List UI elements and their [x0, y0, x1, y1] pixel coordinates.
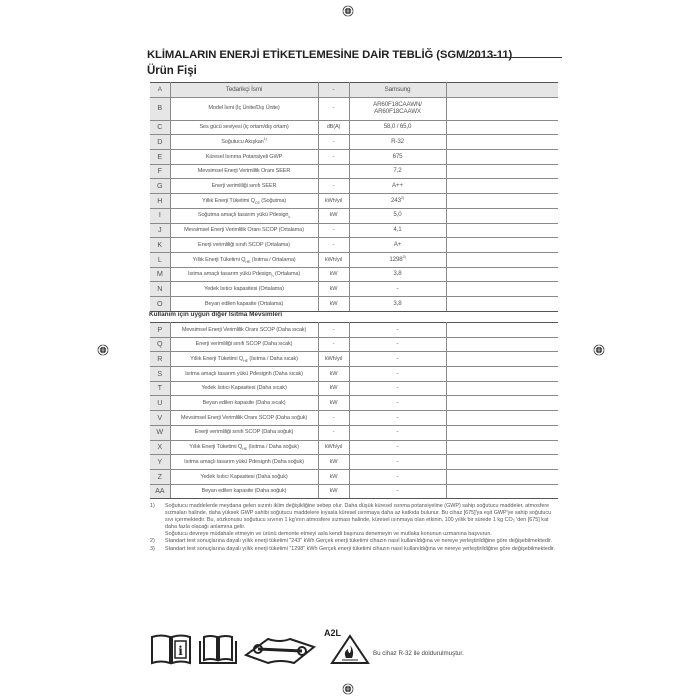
row-value-text: 243	[391, 196, 401, 204]
row-key: E	[150, 150, 170, 165]
row-blank-cell	[446, 238, 558, 253]
row-value-text: -	[396, 413, 399, 421]
row-label	[170, 179, 318, 194]
table-row	[150, 208, 558, 223]
row-value	[349, 164, 446, 179]
table-row	[150, 282, 558, 297]
table-row	[150, 440, 558, 455]
row-label-subscript: CE	[254, 200, 260, 205]
row-blank-cell	[446, 396, 558, 411]
registration-mark-right	[593, 344, 605, 356]
table-row	[150, 97, 558, 120]
row-value-text: -	[396, 443, 399, 451]
row-label	[170, 267, 318, 282]
refrigerant-fill-notice: Bu cihaz R-32 ile doldurulmuştur.	[373, 650, 464, 657]
row-value-text: -	[396, 399, 399, 407]
row-value	[349, 194, 446, 209]
row-label-subscript: HE	[243, 359, 248, 364]
info-manual-icon	[150, 633, 192, 665]
row-unit: -	[318, 179, 349, 194]
row-blank-cell	[446, 381, 558, 396]
row-unit: dB(A)	[318, 120, 349, 135]
row-blank-cell	[446, 323, 558, 338]
row-value	[349, 150, 446, 165]
row-label-text: Mevsimsel Enerji Verimlilik Oranı SCOP (Daha sıcak)	[181, 326, 307, 333]
row-label-text: Yıllık Enerji Tüketimi Q	[190, 356, 244, 363]
row-key: G	[150, 179, 170, 194]
row-label-text: Beyan edilen kapasite (Ortalama)	[204, 300, 284, 307]
row-blank-cell	[446, 425, 558, 440]
row-blank-cell	[446, 282, 558, 297]
row-value-text: -	[396, 428, 399, 436]
row-value	[349, 411, 446, 426]
table-row	[150, 252, 558, 267]
table-row	[150, 267, 558, 282]
row-label	[170, 323, 318, 338]
row-value	[349, 83, 446, 98]
row-value-text: A+	[393, 240, 402, 248]
row-label	[170, 164, 318, 179]
row-value	[349, 440, 446, 455]
row-key: D	[150, 135, 170, 150]
row-label-text: Enerji verimliliği sınıfı SCOP (Daha soğuk)	[194, 429, 294, 436]
row-label-text: Enerji verimliliği sınıfı SCOP (Ortalama)	[198, 241, 290, 248]
table-row	[150, 455, 558, 470]
footnote-text-continued: Soğutucu devreye müdahale etmeyin ve ürünü demonte etmeyi asla kendi başınıza denemeyin ve mutlaka konunun uzmanına başvurun.	[165, 531, 492, 538]
row-unit: kW	[318, 396, 349, 411]
row-key: F	[150, 164, 170, 179]
row-label	[170, 425, 318, 440]
row-unit: kW	[318, 455, 349, 470]
row-value-text: 7,2	[393, 167, 402, 175]
row-key: J	[150, 223, 170, 238]
row-value	[349, 223, 446, 238]
row-label	[170, 135, 318, 150]
row-key: H	[150, 194, 170, 209]
row-value	[349, 396, 446, 411]
row-key: T	[150, 381, 170, 396]
row-label	[170, 396, 318, 411]
row-label-text: Yıllık Enerji Tüketimi Q	[201, 197, 255, 204]
row-label-subscript: c	[288, 215, 291, 220]
row-value	[349, 282, 446, 297]
row-value	[349, 179, 446, 194]
row-label	[170, 352, 318, 367]
table-row	[150, 150, 558, 165]
row-label	[170, 120, 318, 135]
row-key: Z	[150, 469, 170, 484]
row-label-text: Yıllık Enerji Tüketimi Q	[192, 256, 246, 263]
table-row	[150, 164, 558, 179]
row-unit: -	[318, 135, 349, 150]
table-row	[150, 238, 558, 253]
row-key: AA	[150, 484, 170, 499]
row-value-text: -	[396, 369, 399, 377]
row-label-text: Mevsimsel Enerji Verimlilik Oranı SCOP (Ortalama)	[184, 227, 304, 234]
row-label-text: Mevsimsel Enerji Verimlilik Oranı SEER	[197, 168, 291, 175]
table-row	[150, 469, 558, 484]
registration-mark-top	[342, 5, 354, 17]
row-blank-cell	[446, 484, 558, 499]
row-value-text: 3,8	[393, 270, 402, 278]
row-label	[170, 83, 318, 98]
row-value-text: Samsung	[384, 85, 411, 93]
row-label-text: Ses gücü seviyesi (iç ortam/dış ortam)	[199, 124, 289, 131]
footnote	[150, 538, 558, 545]
row-blank-cell	[446, 337, 558, 352]
row-unit: -	[318, 223, 349, 238]
row-label-text: Mevsimsel Enerji Verimlilik Oranı SCOP (Daha soğuk)	[180, 414, 308, 421]
row-label-text: Tedarikçi İsmi	[225, 85, 263, 93]
row-label-text: Yedek Isıtıcı kapasitesi (Ortalama)	[204, 285, 284, 292]
other-heating-seasons-table	[150, 322, 558, 499]
row-unit: kW	[318, 282, 349, 297]
row-label	[170, 455, 318, 470]
row-unit: kWh/yıl	[318, 440, 349, 455]
row-key: N	[150, 282, 170, 297]
row-unit: kW	[318, 367, 349, 382]
row-value-text: 1298	[389, 255, 403, 263]
row-key: I	[150, 208, 170, 223]
row-label-tail: (Isıtma / Daha sıcak)	[248, 356, 298, 363]
row-unit: -	[318, 323, 349, 338]
row-label-text: Beyan edilen kapasite (Daha soğuk)	[201, 488, 287, 495]
table-row	[150, 179, 558, 194]
table-row	[150, 83, 558, 98]
footnotes	[150, 503, 558, 553]
row-value-footnote-ref: 2)	[400, 195, 404, 200]
row-blank-cell	[446, 194, 558, 209]
row-unit: kWh/yıl	[318, 352, 349, 367]
document-subtitle: Ürün Fişi	[147, 65, 197, 77]
row-key: X	[150, 440, 170, 455]
svg-text:A2L: A2L	[324, 628, 342, 638]
row-key: K	[150, 238, 170, 253]
row-blank-cell	[446, 455, 558, 470]
row-value-text: -	[396, 355, 399, 363]
crosshair-icon	[97, 344, 109, 356]
row-value	[349, 425, 446, 440]
row-blank-cell	[446, 223, 558, 238]
row-label	[170, 484, 318, 499]
row-label-text: Küresel Isınma Potansiyeli GWP	[205, 153, 283, 160]
row-value-footnote-ref: 3)	[402, 254, 406, 259]
table-row	[150, 381, 558, 396]
row-value	[349, 337, 446, 352]
row-unit: -	[318, 97, 349, 120]
table-row	[150, 337, 558, 352]
row-value-text: -	[396, 340, 399, 348]
row-label	[170, 150, 318, 165]
row-value-text: -	[396, 457, 399, 465]
table-row	[150, 425, 558, 440]
row-value	[349, 252, 446, 267]
row-value	[349, 381, 446, 396]
row-label-text: Yedek Isıtıcı Kapasitesi (Daha sıcak)	[201, 385, 287, 392]
row-value-text: 3,8	[393, 299, 402, 307]
section-title-other-heating-seasons: Kullanım için uygun diğer Isıtma Mevsimleri	[149, 311, 283, 318]
row-value	[349, 97, 446, 120]
row-blank-cell	[446, 352, 558, 367]
footnote	[150, 546, 558, 553]
registration-mark-left	[97, 344, 109, 356]
product-spec-table	[150, 82, 558, 312]
row-label	[170, 238, 318, 253]
row-label-tail: (Isıtma / Daha soğuk)	[247, 444, 299, 451]
row-value-text: -	[396, 384, 399, 392]
row-blank-cell	[446, 83, 558, 98]
footnote-text-wrap	[165, 538, 558, 545]
row-value	[349, 352, 446, 367]
table-row	[150, 352, 558, 367]
row-label	[170, 282, 318, 297]
row-blank-cell	[446, 367, 558, 382]
table-row	[150, 396, 558, 411]
row-value	[349, 120, 446, 135]
row-unit: kWh/yıl	[318, 194, 349, 209]
row-value-text: -	[396, 487, 399, 495]
row-blank-cell	[446, 135, 558, 150]
row-label	[170, 337, 318, 352]
row-label-text: Soğutucu Akışkan	[221, 139, 264, 146]
row-label-text: Isıtma amaçlı tasarım yükü Pdesignh (Daha soğuk)	[184, 458, 304, 465]
row-blank-cell	[446, 296, 558, 311]
row-value	[349, 323, 446, 338]
footnote	[150, 503, 558, 538]
footnote-text-wrap	[165, 546, 558, 553]
footnote-text: Soğutucu maddelerde meydana gelen sızıntı iklim değişikliğine sebep olur. Daha düşük küresel ısınma potansiyeline (GWP) sahip soğutucu maddeler, atmosfere sızmaları halinde, daha yüksek GWP sahibi soğutucu maddelere kıyasla küresel ısınmaya daha az katkıda bulunur. Bu cihaz [675]'ya eşit GWP'ye sahip soğutucu sıvı içermektedir. Bu, sözkonusu soğutucu sıvının 1 kg'ının atmosfere sızması halinde, küresel ısınmaya olan etkinin, 100 yıllık bir sürede 1 kg CO₂ 'den [675] kat daha fazla olacağı anlamına gelir.	[165, 503, 552, 531]
row-unit: kW	[318, 267, 349, 282]
row-key: V	[150, 411, 170, 426]
row-label	[170, 97, 318, 120]
symbol-row	[150, 627, 370, 665]
row-unit: kWh/yıl	[318, 252, 349, 267]
service-manual-icon	[244, 633, 316, 665]
row-label-subscript: HE	[242, 447, 248, 452]
row-label-text: Model İsmi (İç Ünite/Dış Ünite)	[208, 105, 280, 112]
row-value-text: -	[396, 284, 399, 292]
row-blank-cell	[446, 120, 558, 135]
row-label-tail: (Soğutma)	[259, 197, 287, 204]
row-label-subscript: h	[271, 274, 274, 279]
row-blank-cell	[446, 267, 558, 282]
row-value	[349, 296, 446, 311]
row-blank-cell	[446, 469, 558, 484]
row-value-text: R-32	[391, 138, 404, 146]
row-label-subscript: HE	[245, 259, 251, 264]
row-value	[349, 267, 446, 282]
row-value-text: A++	[392, 182, 403, 190]
row-label	[170, 381, 318, 396]
row-unit: -	[318, 425, 349, 440]
row-unit: kW	[318, 381, 349, 396]
operation-manual-icon	[198, 633, 238, 665]
footnote-number: 3)	[150, 545, 155, 552]
row-blank-cell	[446, 440, 558, 455]
crosshair-icon	[342, 683, 354, 695]
row-value	[349, 469, 446, 484]
svg-text:i: i	[178, 644, 183, 658]
row-unit: kW	[318, 296, 349, 311]
row-key: B	[150, 97, 170, 120]
row-key: R	[150, 352, 170, 367]
row-label	[170, 194, 318, 209]
row-value	[349, 208, 446, 223]
row-unit: -	[318, 238, 349, 253]
row-label	[170, 252, 318, 267]
row-blank-cell	[446, 179, 558, 194]
table-row	[150, 135, 558, 150]
row-label-text: Enerji verimliliği sınıfı SCOP (Daha sıcak)	[195, 341, 293, 348]
row-blank-cell	[446, 97, 558, 120]
row-label-text: Enerji verimliliği sınıfı SEER	[211, 183, 277, 190]
table-row	[150, 194, 558, 209]
row-unit: kW	[318, 484, 349, 499]
row-label	[170, 440, 318, 455]
row-value	[349, 238, 446, 253]
title-rule	[462, 57, 562, 58]
row-key: Y	[150, 455, 170, 470]
row-key: C	[150, 120, 170, 135]
row-key: M	[150, 267, 170, 282]
row-label-text: Isıtma amaçlı tasarım yükü Pdesignh (Daha sıcak)	[185, 370, 303, 377]
row-label-footnote-ref: 1)	[263, 137, 267, 142]
row-blank-cell	[446, 252, 558, 267]
row-value-text: 5,0	[393, 211, 402, 219]
row-label	[170, 296, 318, 311]
row-key: O	[150, 296, 170, 311]
row-value-text: 4,1	[393, 226, 402, 234]
row-unit: -	[318, 411, 349, 426]
row-value-text: AR60F18CAAWN/ AR60F18CAAWX	[373, 101, 422, 115]
row-key: Q	[150, 337, 170, 352]
table-row	[150, 367, 558, 382]
row-label-text: Isıtma amaçlı tasarım yükü Pdesign	[187, 271, 272, 278]
row-unit: -	[318, 150, 349, 165]
footnote-text: Standart test sonuçlarına dayalı yıllık enerji tüketimi "243" kWh Gerçek enerji tüketimi cihazın nasıl kullanıldığına ve nereye yerleştirildiğine göre değişebilmektedir.	[165, 538, 553, 545]
row-blank-cell	[446, 150, 558, 165]
row-label	[170, 411, 318, 426]
row-value-text: 675	[392, 152, 403, 160]
row-label-tail: (Isıtma / Ortalama)	[250, 256, 296, 263]
row-unit	[318, 164, 349, 179]
footnote-text-wrap	[165, 503, 558, 538]
footnote-text: Standart test sonuçlarına dayalı yıllık enerji tüketimi "1298" kWh Gerçek enerji tüketimi cihazın nasıl kullanıldığına ve nereye yerleştirildiğine göre değişebilmektedir.	[165, 545, 556, 552]
flammable-warning-icon	[322, 627, 370, 665]
row-unit: -	[318, 83, 349, 98]
row-unit: -	[318, 337, 349, 352]
table-row	[150, 223, 558, 238]
row-label-text: Yedek Isıtıcı Kapasitesi (Daha soğuk)	[200, 473, 288, 480]
row-value	[349, 367, 446, 382]
registration-mark-bottom	[342, 683, 354, 695]
row-blank-cell	[446, 411, 558, 426]
row-key: S	[150, 367, 170, 382]
table-row	[150, 484, 558, 499]
row-value-text: -	[396, 472, 399, 480]
row-value	[349, 135, 446, 150]
row-value	[349, 455, 446, 470]
row-label-text: Beyan edilen kapasite (Daha sıcak)	[202, 400, 286, 407]
row-label	[170, 367, 318, 382]
table-row	[150, 411, 558, 426]
table-row	[150, 323, 558, 338]
crosshair-icon	[593, 344, 605, 356]
row-key: P	[150, 323, 170, 338]
crosshair-icon	[342, 5, 354, 17]
row-label-tail: (Ortalama)	[273, 271, 301, 278]
row-value-text: -	[396, 325, 399, 333]
row-blank-cell	[446, 208, 558, 223]
row-unit: kW	[318, 469, 349, 484]
document-title: KLİMALARIN ENERJİ ETİKETLEMESİNE DAİR TEBLİĞ (SGM/2013-11)	[147, 49, 513, 61]
row-label-text: Soğutma amaçlı tasarım yükü Pdesign	[197, 212, 289, 219]
row-key: W	[150, 425, 170, 440]
row-value	[349, 484, 446, 499]
footnote-number: 1)	[150, 503, 155, 509]
row-key: A	[150, 83, 170, 98]
row-label	[170, 223, 318, 238]
table-row	[150, 296, 558, 311]
row-blank-cell	[446, 164, 558, 179]
row-label	[170, 208, 318, 223]
row-unit: kW	[318, 208, 349, 223]
row-key: L	[150, 252, 170, 267]
table-row	[150, 120, 558, 135]
row-label-text: Yıllık Enerji Tüketimi Q	[189, 444, 243, 451]
footnote-number: 2)	[150, 538, 155, 545]
row-label	[170, 469, 318, 484]
row-key: U	[150, 396, 170, 411]
row-value-text: 58,0 / 65,0	[383, 123, 412, 131]
